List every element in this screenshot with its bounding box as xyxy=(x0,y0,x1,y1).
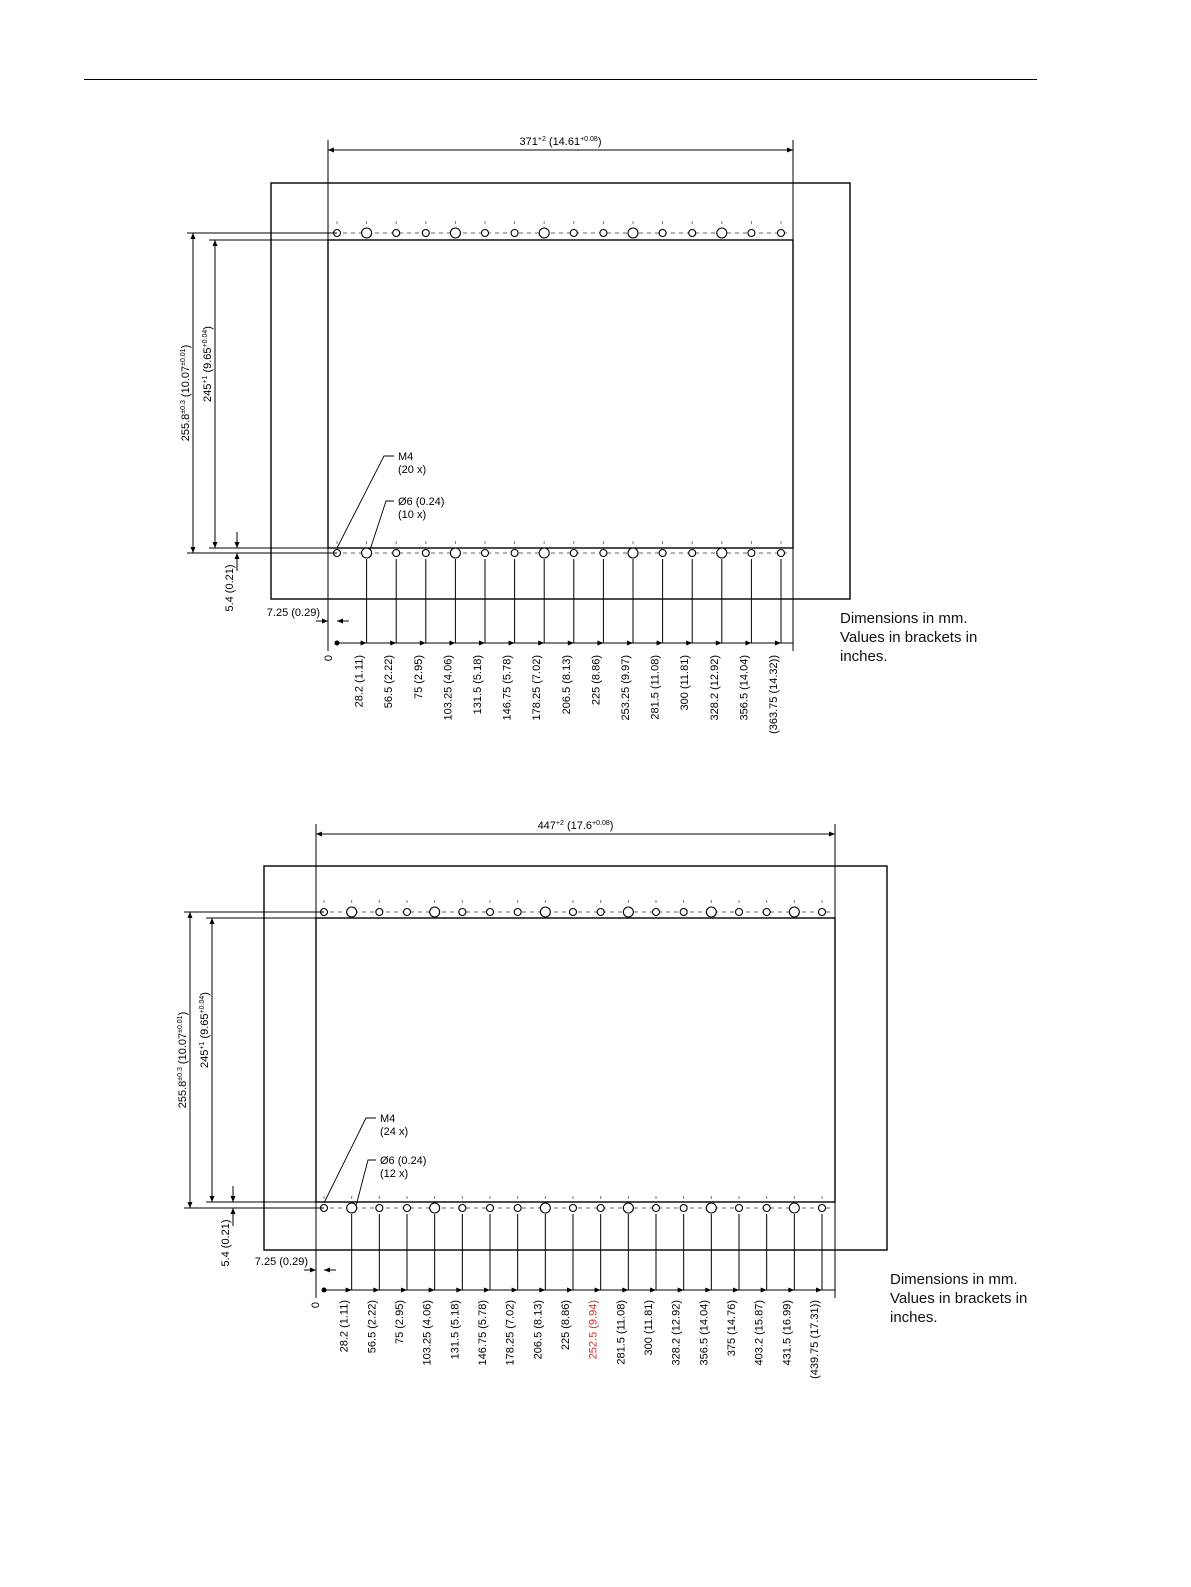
width-arrow-right xyxy=(829,832,835,837)
position-arrow xyxy=(479,641,485,646)
height-outer-arrow-bottom xyxy=(191,547,196,553)
note-line: Values in brackets in xyxy=(890,1290,1028,1307)
position-label: 146.75 (5.78) xyxy=(501,655,514,721)
position-label: 75 (2.95) xyxy=(394,1300,406,1345)
origin-dot xyxy=(322,1288,327,1293)
position-label: 178.25 (7.02) xyxy=(531,655,544,721)
m4-thread-hole xyxy=(819,909,826,916)
height-outer-label: $255.8^{\pm 0.3}$ $(10.07^{\pm 0.01})$ xyxy=(177,1011,189,1109)
clearance-hole xyxy=(717,548,727,558)
height-outer-arrow-bottom xyxy=(188,1202,193,1208)
clearance-hole xyxy=(706,1203,716,1213)
m4-thread-hole xyxy=(778,550,785,557)
offset-x-arrow-left xyxy=(310,1268,316,1273)
m4-thread-hole xyxy=(393,550,400,557)
clearance-hole xyxy=(347,907,357,917)
height-inner-arrow-bottom xyxy=(210,1196,215,1202)
origin-dot xyxy=(335,641,340,646)
m4-thread-hole xyxy=(404,909,411,916)
position-arrow xyxy=(788,1288,794,1293)
height-outer-arrow-top xyxy=(191,233,196,239)
position-label: 431.5 (16.99) xyxy=(781,1300,794,1366)
position-arrow xyxy=(733,1288,739,1293)
position-label: 281.5 (11.08) xyxy=(615,1300,628,1365)
width-arrow-left xyxy=(316,832,322,837)
height-inner-arrow-top xyxy=(213,240,218,246)
clearance-hole xyxy=(540,1203,550,1213)
position-arrow xyxy=(420,641,426,646)
width-label: $447^{+2}$ $(17.6^{+0.08})$ xyxy=(537,820,614,832)
m4-thread-hole xyxy=(404,1205,411,1212)
m4-thread-hole xyxy=(459,909,466,916)
m4-label: M4 xyxy=(398,451,414,463)
clearance-hole xyxy=(628,548,638,558)
note-line: inches. xyxy=(840,648,888,665)
height-inner-label: $245^{+1}$ $(9.65^{+0.04})$ xyxy=(202,326,214,402)
m4-thread-hole xyxy=(689,230,696,237)
m4-thread-hole xyxy=(653,909,660,916)
clearance-hole xyxy=(362,228,372,238)
clearance-hole xyxy=(789,1203,799,1213)
hole-leader-line xyxy=(370,501,394,550)
m4-thread-hole xyxy=(600,230,607,237)
position-label: 375 (14.76) xyxy=(726,1300,738,1357)
position-arrow xyxy=(539,1288,545,1293)
position-label: 225 (8.86) xyxy=(590,655,603,706)
position-label: 146.75 (5.78) xyxy=(477,1300,489,1366)
offset-y-label: 5.4 (0.21) xyxy=(224,564,236,612)
position-arrow xyxy=(346,1288,352,1293)
clearance-hole xyxy=(540,907,550,917)
m4-thread-hole xyxy=(680,909,687,916)
dimension-note-2 xyxy=(890,1270,1027,1327)
position-arrow xyxy=(686,641,692,646)
m4-thread-hole xyxy=(680,1205,687,1212)
m4-thread-hole xyxy=(736,909,743,916)
clearance-hole xyxy=(347,1203,357,1213)
m4-thread-hole xyxy=(597,909,604,916)
clearance-hole xyxy=(628,228,638,238)
position-label: 356.5 (14.04) xyxy=(698,1300,711,1366)
position-label: 300 (11.81) xyxy=(643,1300,655,1356)
position-label: 28.2 (1.11) xyxy=(353,655,366,708)
position-arrow xyxy=(650,1288,656,1293)
position-arrow xyxy=(705,1288,711,1293)
m4-thread-hole xyxy=(570,1205,577,1212)
position-label: 75 (2.95) xyxy=(412,655,425,700)
m4-thread-hole xyxy=(482,550,489,557)
hole-count: (12 x) xyxy=(380,1168,409,1180)
m4-thread-hole xyxy=(514,909,521,916)
m4-thread-hole xyxy=(570,909,577,916)
offset-x-label: 7.25 (0.29) xyxy=(266,607,320,619)
height-inner-arrow-bottom xyxy=(213,542,218,548)
hole-count: (10 x) xyxy=(398,509,427,521)
m4-thread-hole xyxy=(514,1205,521,1212)
width-arrow-left xyxy=(328,148,334,153)
offset-y-label: 5.4 (0.21) xyxy=(220,1219,232,1267)
position-label: 300 (11.81) xyxy=(679,655,692,711)
clearance-hole xyxy=(430,1203,440,1213)
m4-thread-hole xyxy=(819,1205,826,1212)
m4-count: (20 x) xyxy=(398,464,427,476)
m4-thread-hole xyxy=(763,1205,770,1212)
position-arrow xyxy=(657,641,663,646)
position-arrow xyxy=(816,1288,822,1293)
panel-outline xyxy=(264,866,887,1250)
hole-label: Ø6 (0.24) xyxy=(398,496,445,508)
position-arrow xyxy=(361,641,367,646)
m4-thread-hole xyxy=(393,230,400,237)
clearance-hole xyxy=(430,907,440,917)
position-arrow xyxy=(745,641,751,646)
position-arrow xyxy=(449,641,455,646)
position-arrow xyxy=(716,641,722,646)
position-arrow xyxy=(678,1288,684,1293)
height-outer-arrow-top xyxy=(188,912,193,918)
m4-thread-hole xyxy=(487,909,494,916)
clearance-hole xyxy=(706,907,716,917)
m4-thread-hole xyxy=(376,909,383,916)
position-label: 356.5 (14.04) xyxy=(738,655,751,721)
position-zero-label: 0 xyxy=(310,1302,322,1309)
width-label: $371^{+2}$ $(14.61^{+0.08})$ xyxy=(519,136,602,148)
position-arrow xyxy=(761,1288,767,1293)
offset-x-label: 7.25 (0.29) xyxy=(254,1256,308,1268)
height-inner-label: $245^{+1}$ $(9.65^{+0.04})$ xyxy=(199,992,211,1068)
m4-thread-hole xyxy=(422,550,429,557)
clearance-hole xyxy=(623,907,633,917)
dimension-note-1 xyxy=(840,609,977,666)
m4-thread-hole xyxy=(570,550,577,557)
position-label: 103.25 (4.06) xyxy=(442,655,455,721)
position-label: 225 (8.86) xyxy=(560,1300,572,1351)
m4-thread-hole xyxy=(422,230,429,237)
position-arrow xyxy=(484,1288,490,1293)
m4-thread-hole xyxy=(600,550,607,557)
clearance-hole xyxy=(623,1203,633,1213)
position-arrow xyxy=(456,1288,462,1293)
m4-thread-hole xyxy=(487,1205,494,1212)
position-label: 281.5 (11.08) xyxy=(649,655,662,720)
position-arrow xyxy=(373,1288,379,1293)
m4-thread-hole xyxy=(659,230,666,237)
position-arrow xyxy=(401,1288,407,1293)
offset-x-arrow-left xyxy=(322,619,328,624)
position-arrow xyxy=(568,641,574,646)
position-arrow xyxy=(538,641,544,646)
clearance-hole xyxy=(539,228,549,238)
m4-label: M4 xyxy=(380,1113,396,1125)
position-label: 328.2 (12.92) xyxy=(708,655,721,721)
m4-thread-hole xyxy=(689,550,696,557)
m4-thread-hole xyxy=(570,230,577,237)
m4-thread-hole xyxy=(511,230,518,237)
clearance-hole xyxy=(450,228,460,238)
position-arrow xyxy=(512,1288,518,1293)
position-label: 56.5 (2.22) xyxy=(383,655,396,709)
m4-thread-hole xyxy=(778,230,785,237)
offset-x-arrow-right xyxy=(337,619,343,624)
hole-label: Ø6 (0.24) xyxy=(380,1155,427,1167)
position-label: 28.2 (1.11) xyxy=(338,1300,351,1353)
position-arrow xyxy=(622,1288,628,1293)
m4-thread-hole xyxy=(511,550,518,557)
position-arrow xyxy=(390,641,396,646)
m4-thread-hole xyxy=(748,230,755,237)
note-line: Dimensions in mm. xyxy=(890,1271,1018,1288)
m4-thread-hole xyxy=(736,1205,743,1212)
width-arrow-right xyxy=(787,148,793,153)
position-label: 131.5 (5.18) xyxy=(449,1300,462,1360)
note-line: inches. xyxy=(890,1309,938,1326)
clearance-hole xyxy=(450,548,460,558)
m4-thread-hole xyxy=(482,230,489,237)
clearance-hole xyxy=(539,548,549,558)
m4-thread-hole xyxy=(459,1205,466,1212)
position-arrow xyxy=(775,641,781,646)
offset-x-arrow-right xyxy=(324,1268,330,1273)
position-label: 328.2 (12.92) xyxy=(670,1300,683,1366)
m4-thread-hole xyxy=(763,909,770,916)
position-label: 253.25 (9.97) xyxy=(620,655,632,721)
note-line: Dimensions in mm. xyxy=(840,610,968,627)
position-arrow xyxy=(627,641,633,646)
position-arrow xyxy=(567,1288,573,1293)
m4-count: (24 x) xyxy=(380,1126,409,1138)
position-arrow xyxy=(509,641,515,646)
m4-thread-hole xyxy=(376,1205,383,1212)
position-label: 403.2 (15.87) xyxy=(753,1300,766,1366)
position-label: 206.5 (8.13) xyxy=(560,655,573,715)
m4-thread-hole xyxy=(653,1205,660,1212)
m4-thread-hole xyxy=(597,1205,604,1212)
height-inner-arrow-top xyxy=(210,918,215,924)
hole-leader-line xyxy=(356,1160,376,1206)
position-label: 103.25 (4.06) xyxy=(421,1300,434,1366)
position-zero-label: 0 xyxy=(323,655,335,662)
panel-outline xyxy=(271,183,850,599)
position-label: 252.5 (9.94) xyxy=(587,1300,600,1360)
clearance-hole xyxy=(717,228,727,238)
position-label: 131.5 (5.18) xyxy=(472,655,484,715)
last-position-label: (439.75 (17.31)) xyxy=(809,1300,821,1379)
position-arrow xyxy=(597,641,603,646)
position-label: 206.5 (8.13) xyxy=(532,1300,545,1360)
m4-thread-hole xyxy=(748,550,755,557)
position-label: 178.25 (7.02) xyxy=(504,1300,517,1366)
position-arrow xyxy=(429,1288,435,1293)
height-outer-label: $255.8^{\pm 0.3}$ $(10.07^{\pm 0.01})$ xyxy=(180,344,192,442)
clearance-hole xyxy=(789,907,799,917)
position-arrow xyxy=(595,1288,601,1293)
m4-thread-hole xyxy=(659,550,666,557)
note-line: Values in brackets in xyxy=(840,629,978,646)
position-label: 56.5 (2.22) xyxy=(366,1300,379,1354)
last-position-label: (363.75 (14.32)) xyxy=(768,655,780,734)
